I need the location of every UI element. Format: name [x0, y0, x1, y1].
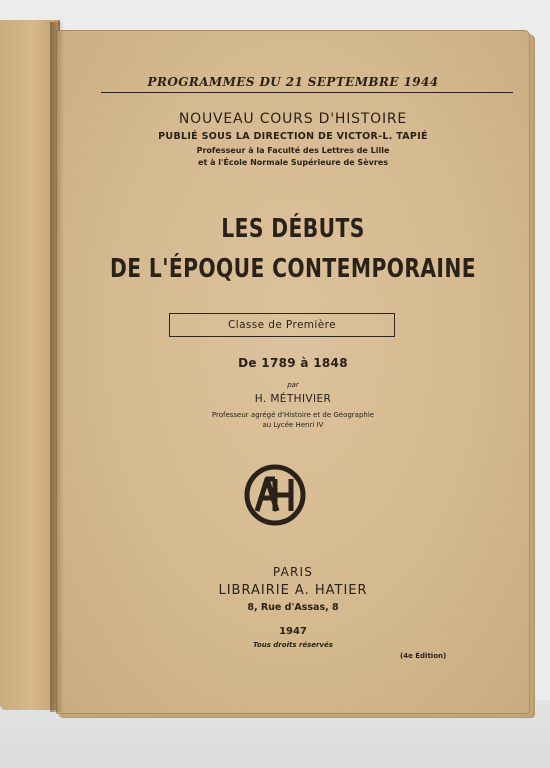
- period-line: De 1789 à 1848: [238, 356, 348, 370]
- rights-notice: Tous droits réservés: [253, 641, 333, 649]
- top-rule: [101, 92, 513, 93]
- director-role-line2: et à l'École Normale Supérieure de Sèvres: [198, 158, 388, 167]
- direction-line: PUBLIÉ SOUS LA DIRECTION DE VICTOR-L. TAPIÉ: [158, 131, 428, 142]
- publisher-address: 8, Rue d'Assas, 8: [247, 602, 339, 613]
- author-role-line1: Professeur agrégé d'Histoire et de Géographie: [211, 411, 375, 419]
- publisher-logo-icon: [244, 464, 306, 526]
- title-page: [56, 30, 530, 714]
- book-title-line2: DE L'ÉPOQUE CONTEMPORAINE: [110, 254, 476, 284]
- spine-shadow: [50, 22, 64, 712]
- author-name: H. MÉTHIVIER: [254, 393, 332, 405]
- programmes-line: PROGRAMMES DU 21 SEPTEMBRE 1944: [147, 75, 439, 89]
- author-role-line2: au Lycée Henri IV: [262, 421, 324, 429]
- class-level-box: Classe de Première: [169, 313, 395, 337]
- director-role-line1: Professeur à la Faculté des Lettres de Lille: [196, 146, 390, 155]
- publication-year: 1947: [279, 626, 307, 637]
- book-title-line1: LES DÉBUTS: [221, 214, 365, 244]
- city: PARIS: [272, 565, 314, 579]
- edition-note: (4e Édition): [400, 652, 447, 660]
- by-line: par: [287, 381, 299, 389]
- series-title: NOUVEAU COURS D'HISTOIRE: [178, 111, 408, 127]
- publisher-name: LIBRAIRIE A. HATIER: [218, 583, 368, 598]
